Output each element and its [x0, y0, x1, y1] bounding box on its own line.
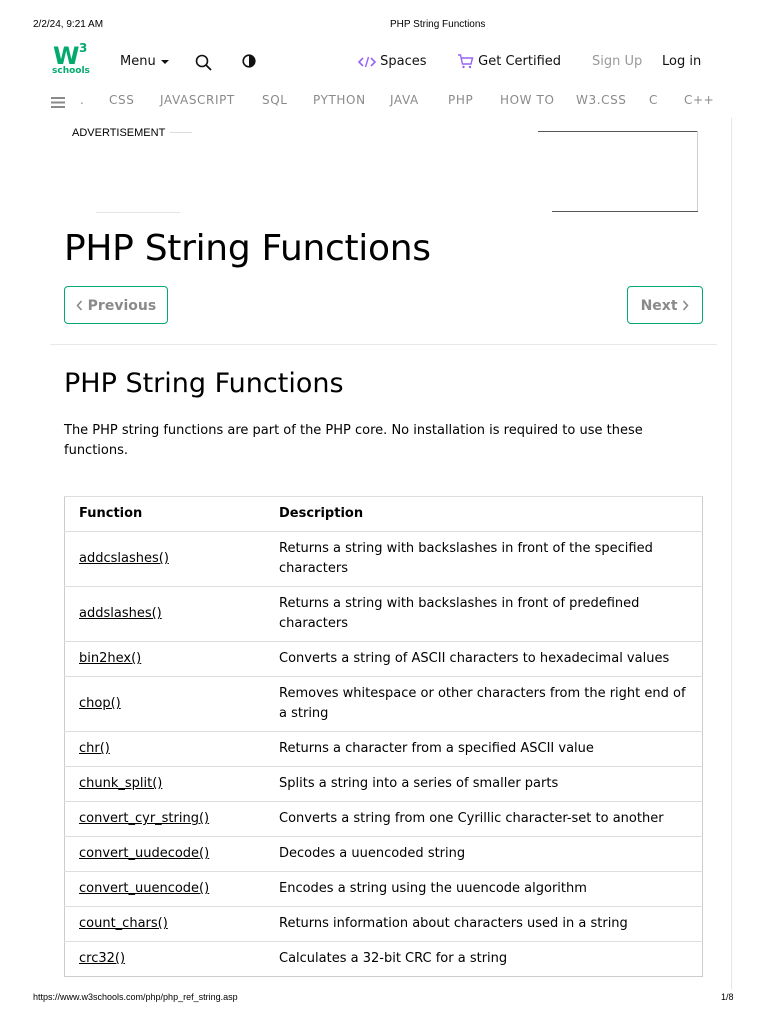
description-cell: Returns a string with backslashes in front of the specified characters: [265, 532, 703, 587]
cart-icon: [457, 54, 474, 69]
function-link[interactable]: crc32(): [79, 951, 126, 966]
function-link[interactable]: chr(): [79, 741, 110, 756]
description-cell: Converts a string from one Cyrillic character-set to another: [265, 802, 703, 837]
menu-button[interactable]: [120, 54, 170, 69]
section-title: PHP String Functions: [64, 368, 344, 399]
next-button[interactable]: [627, 286, 703, 324]
function-cell: [65, 872, 266, 907]
function-link[interactable]: addslashes(): [79, 606, 162, 621]
next-label: Next: [640, 298, 678, 314]
table-row: [65, 677, 703, 732]
get-certified-link[interactable]: [457, 54, 561, 69]
function-cell: [65, 802, 266, 837]
function-link[interactable]: convert_uudecode(): [79, 846, 210, 861]
topic-link[interactable]: PHP: [448, 93, 474, 107]
topic-link[interactable]: .: [80, 93, 85, 107]
search-button[interactable]: [195, 54, 212, 75]
topic-link[interactable]: JAVA: [390, 93, 419, 107]
dark-mode-toggle[interactable]: [242, 53, 256, 72]
advertisement-label: ADVERTISEMENT: [72, 127, 166, 139]
column-header-function: Function: [65, 497, 266, 532]
function-link[interactable]: count_chars(): [79, 916, 168, 931]
table-row: [65, 732, 703, 767]
sign-up-link[interactable]: Sign Up: [592, 54, 643, 69]
column-header-description: Description: [265, 497, 703, 532]
description-cell: Converts a string of ASCII characters to hexadecimal values: [265, 642, 703, 677]
table-row: [65, 907, 703, 942]
topic-link[interactable]: JAVASCRIPT: [160, 93, 235, 107]
function-cell: [65, 837, 266, 872]
function-link[interactable]: chop(): [79, 696, 121, 711]
function-cell: [65, 942, 266, 977]
table-row: [65, 942, 703, 977]
ad-divider: [697, 131, 698, 211]
print-url: https://www.w3schools.com/php/php_ref_string.asp: [33, 992, 238, 1002]
contrast-icon: [242, 54, 256, 68]
spaces-link[interactable]: [358, 54, 427, 69]
ad-divider: [170, 132, 192, 133]
page-edge-line: [731, 118, 732, 990]
previous-label: Previous: [87, 298, 157, 314]
function-cell: [65, 767, 266, 802]
intro-paragraph: The PHP string functions are part of the PHP core. No installation is required to use these functions.: [64, 423, 643, 458]
function-link[interactable]: convert_uuencode(): [79, 881, 210, 896]
page-title: PHP String Functions: [64, 228, 431, 269]
description-cell: Returns a character from a specified ASCII value: [265, 732, 703, 767]
w3schools-logo[interactable]: [51, 41, 91, 78]
logo-mark: W: [53, 42, 80, 70]
table-row: [65, 532, 703, 587]
logo-superscript: 3: [79, 41, 88, 55]
logo-word: schools: [52, 66, 90, 76]
topic-link[interactable]: HOW TO: [500, 93, 555, 107]
table-row: [65, 587, 703, 642]
ad-divider: [96, 212, 180, 213]
function-cell: [65, 642, 266, 677]
print-datetime: 2/2/24, 9:21 AM: [33, 19, 104, 30]
function-link[interactable]: convert_cyr_string(): [79, 811, 210, 826]
print-page-number: 1/8: [721, 992, 734, 1002]
description-cell: Returns a string with backslashes in front of predefined characters: [265, 587, 703, 642]
functions-table: [64, 496, 703, 977]
hamburger-icon: [51, 96, 66, 109]
function-link[interactable]: bin2hex(): [79, 651, 142, 666]
code-icon: [358, 55, 376, 69]
function-link[interactable]: addcslashes(): [79, 551, 169, 566]
print-title: PHP String Functions: [390, 19, 486, 30]
function-cell: [65, 587, 266, 642]
function-cell: [65, 532, 266, 587]
chevron-left-icon: [76, 300, 83, 311]
description-cell: Splits a string into a series of smaller parts: [265, 767, 703, 802]
chevron-right-icon: [682, 300, 689, 311]
description-cell: Returns information about characters used in a string: [265, 907, 703, 942]
ad-divider: [538, 131, 698, 132]
menu-label: Menu: [120, 54, 156, 69]
section-divider: [50, 344, 717, 345]
description-cell: Decodes a uuencoded string: [265, 837, 703, 872]
spaces-label: Spaces: [380, 54, 427, 69]
topic-link[interactable]: C++: [684, 93, 715, 107]
function-cell: [65, 907, 266, 942]
topic-link[interactable]: C: [649, 93, 658, 107]
topic-link[interactable]: W3.CSS: [576, 93, 627, 107]
caret-down-icon: [160, 58, 170, 66]
search-icon: [195, 54, 212, 71]
ad-divider: [552, 211, 698, 212]
table-header-row: [65, 497, 703, 532]
log-in-link[interactable]: Log in: [662, 54, 702, 69]
topic-link[interactable]: PYTHON: [313, 93, 366, 107]
previous-button[interactable]: [64, 286, 168, 324]
function-cell: [65, 677, 266, 732]
hamburger-menu[interactable]: [51, 94, 66, 113]
get-certified-label: Get Certified: [478, 54, 562, 69]
table-row: [65, 872, 703, 907]
table-row: [65, 642, 703, 677]
function-link[interactable]: chunk_split(): [79, 776, 163, 791]
topic-link[interactable]: SQL: [262, 93, 288, 107]
description-cell: Encodes a string using the uuencode algorithm: [265, 872, 703, 907]
function-cell: [65, 732, 266, 767]
table-row: [65, 802, 703, 837]
description-cell: Calculates a 32-bit CRC for a string: [265, 942, 703, 977]
topic-link[interactable]: CSS: [109, 93, 135, 107]
table-row: [65, 767, 703, 802]
table-row: [65, 837, 703, 872]
description-cell: Removes whitespace or other characters from the right end of a string: [265, 677, 703, 732]
